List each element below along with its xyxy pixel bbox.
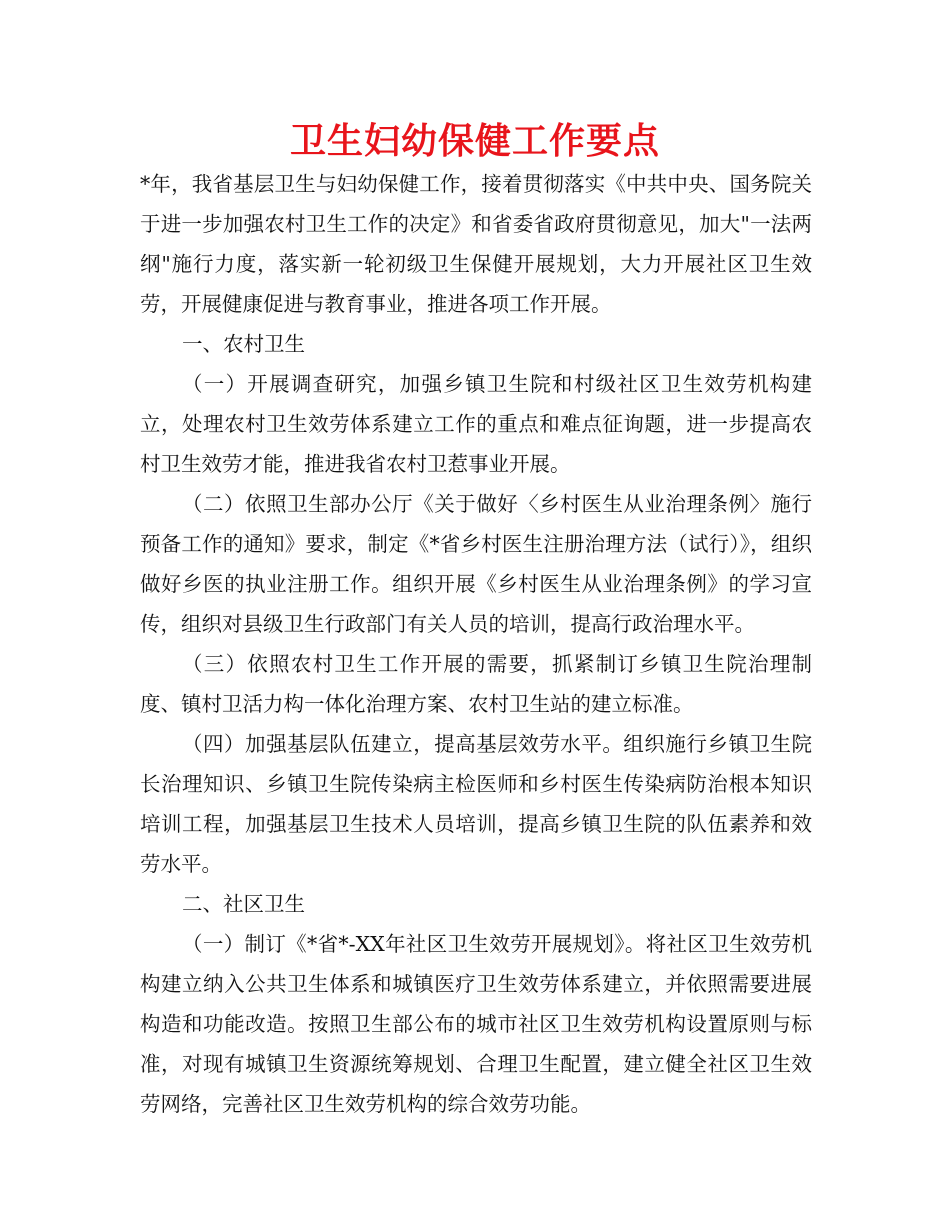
paragraph-rural-3: （三）依照农村卫生工作开展的需要，抓紧制订乡镇卫生院治理制度、镇村卫活力构一体化治理方案、农村卫生站的建立标准。	[140, 652, 812, 716]
paragraph-rural-1: （一）开展调查研究，加强乡镇卫生院和村级社区卫生效劳机构建立，处理农村卫生效劳体系建立工作的重点和难点征询题，进一步提高农村卫生效劳才能，推进我省农村卫惹事业开展。	[140, 372, 812, 476]
paragraph-community-1: （一）制订《*省*-XX年社区卫生效劳开展规划》。将社区卫生效劳机构建立纳入公共卫生体系和城镇医疗卫生效劳体系建立，并依照需要进展构造和功能改造。按照卫生部公布的城市社区卫生效劳机构设置原则与标准，对现有城镇卫生资源统筹规划、合理卫生配置，建立健全社区卫生效劳网络，完善社区卫生效劳机构的综合效劳功能。	[140, 932, 812, 1116]
paragraph-rural-4: （四）加强基层队伍建立，提高基层效劳水平。组织施行乡镇卫生院长治理知识、乡镇卫生院传染病主检医师和乡村医生传染病防治根本知识培训工程，加强基层卫生技术人员培训，提高乡镇卫生院的队伍素养和效劳水平。	[140, 732, 812, 876]
page-title: 卫生妇幼保健工作要点	[289, 121, 660, 162]
paragraph-rural-2: （二）依照卫生部办公厅《关于做好〈乡村医生从业治理条例〉施行预备工作的通知》要求，制定《*省乡村医生注册治理方法（试行）》，组织做好乡医的执业注册工作。组织开展《乡村医生从业治理条例》的学习宣传，组织对县级卫生行政部门有关人员的培训，提高行政治理水平。	[140, 492, 812, 636]
section-heading-community-health: 二、社区卫生	[182, 892, 305, 916]
section-heading-rural-health: 一、农村卫生	[182, 332, 305, 356]
document-body	[140, 164, 812, 1124]
intro-paragraph: *年，我省基层卫生与妇幼保健工作，接着贯彻落实《中共中央、国务院关于进一步加强农村卫生工作的决定》和省委省政府贯彻意见，加大"一法两纲"施行力度，落实新一轮初级卫生保健开展规划，大力开展社区卫生效劳，开展健康促进与教育事业，推进各项工作开展。	[140, 172, 812, 316]
